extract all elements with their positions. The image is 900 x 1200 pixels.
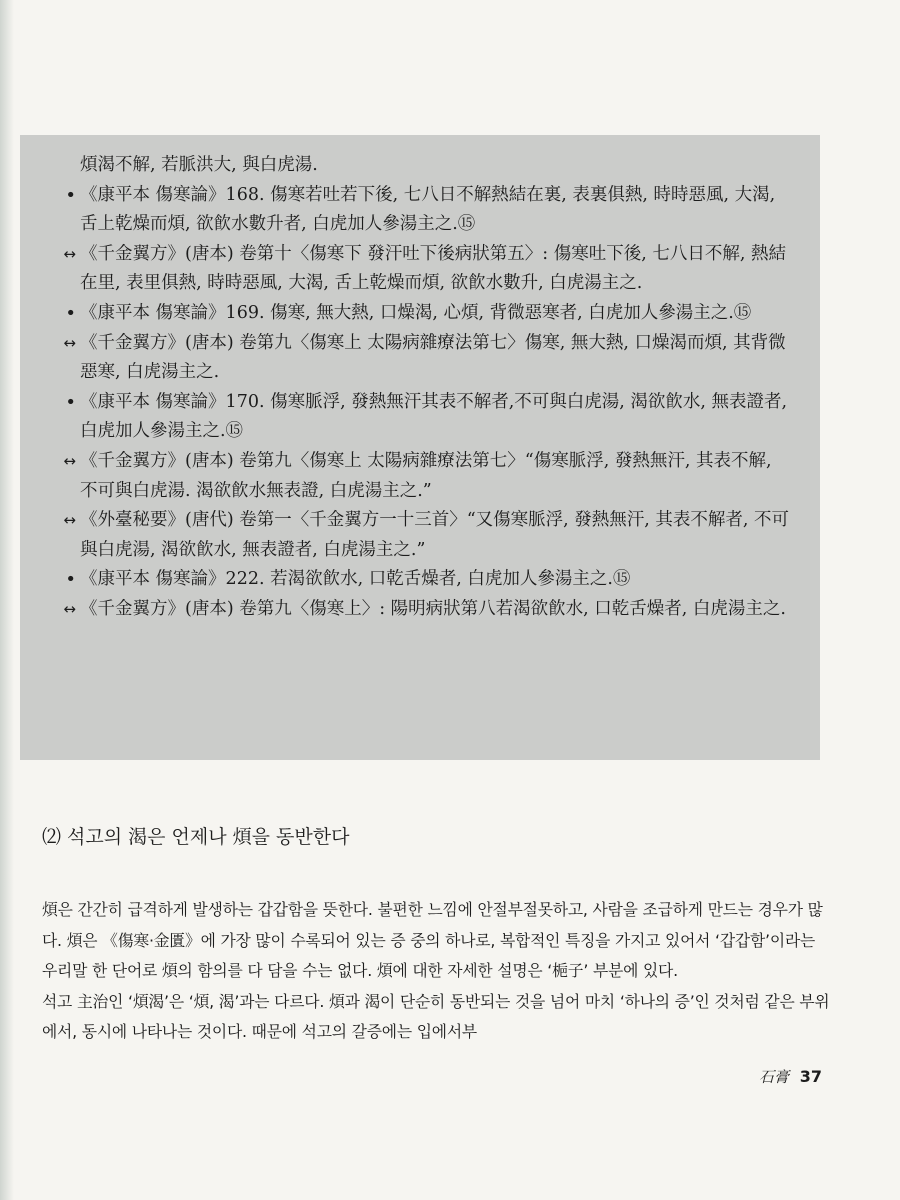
entry-text: 《千金翼方》(唐本) 卷第九〈傷寒上〉: 陽明病狀第八若渴欲飮水, 口乾舌燥者, 白虎湯主之. [80, 598, 786, 619]
body-text [42, 895, 834, 1048]
bullet-marker: • [65, 569, 76, 591]
citation-entry [63, 595, 792, 625]
entry-text: 《康平本 傷寒論》169. 傷寒, 無大熱, 口燥渴, 心煩, 背微惡寒者, 白虎加人參湯主之.⑮ [80, 302, 752, 323]
citation-entry [63, 240, 792, 299]
citation-entry [63, 329, 792, 388]
entry-text: 《千金翼方》(唐本) 卷第十〈傷寒下 發汗吐下後病狀第五〉: 傷寒吐下後, 七八日不解, 熱結在里, 表里俱熱, 時時惡風, 大渴, 舌上乾燥而煩, 欲飮水數升, 白虎湯主之. [80, 243, 786, 294]
bullet-marker: • [65, 184, 76, 206]
entry-text: 《康平本 傷寒論》168. 傷寒若吐若下後, 七八日不解熱結在裏, 表裏俱熱, 時時惡風, 大渴, 舌上乾燥而煩, 欲飮水數升者, 白虎加人參湯主之.⑮ [80, 184, 776, 235]
citation-entry [63, 506, 792, 565]
entry-text: 《千金翼方》(唐本) 卷第九〈傷寒上 太陽病雜療法第七〉“傷寒脈浮, 發熱無汗, 其表不解, 不可與白虎湯. 渴欲飮水無表證, 白虎湯主之.” [80, 450, 772, 501]
bidirectional-arrow-icon: ↔ [63, 244, 76, 263]
citation-entry [65, 181, 792, 240]
bullet-marker: • [65, 391, 76, 413]
page-edge-shadow [0, 0, 14, 1200]
citation-entry [65, 565, 792, 595]
bidirectional-arrow-icon: ↔ [63, 599, 76, 618]
paragraph: 煩은 간간히 급격하게 발생하는 갑갑함을 뜻한다. 불편한 느낌에 안절부절못하고, 사람을 조급하게 만드는 경우가 많다. 煩은 《傷寒·金匱》에 가장 많이 수록되어 있는 증 중의 하나로, 복합적인 특징을 가지고 있어서 ‘갑갑함’이라는 우리말 한 단어로 煩의 함의를 다 담을 수는 없다. 煩에 대한 자세한 설명은 ‘梔子’ 부분에 있다. [42, 900, 823, 980]
bidirectional-arrow-icon: ↔ [63, 333, 76, 352]
page-number: 37 [799, 1067, 822, 1086]
citation-entry [65, 299, 792, 329]
citation-entry [80, 151, 792, 181]
entry-text: 煩渴不解, 若脈洪大, 與白虎湯. [80, 155, 318, 175]
page-footer [759, 1066, 822, 1087]
entry-text: 《康平本 傷寒論》170. 傷寒脈浮, 發熱無汗其表不解者,不可與白虎湯, 渴欲飮水, 無表證者, 白虎加人參湯主之.⑮ [80, 391, 788, 442]
chapter-name: 石膏 [758, 1068, 789, 1086]
citation-entry [65, 388, 792, 447]
entry-text: 《康平本 傷寒論》222. 若渴欲飮水, 口乾舌燥者, 白虎加人參湯主之.⑮ [80, 569, 631, 590]
classical-citation-box [20, 135, 820, 760]
section-heading: ⑵ 석고의 渴은 언제나 煩을 동반한다 [42, 826, 350, 848]
bullet-marker: • [65, 302, 76, 324]
paragraph: 석고 主治인 ‘煩渴’은 ‘煩, 渴’과는 다르다. 煩과 渴이 단순히 동반되는 것을 넘어 마치 ‘하나의 증’인 것처럼 같은 부위에서, 동시에 나타나는 것이다. 때문에 석고의 갈증에는 입에서부 [42, 991, 830, 1041]
citation-entry [63, 447, 792, 506]
bidirectional-arrow-icon: ↔ [63, 451, 76, 470]
bidirectional-arrow-icon: ↔ [63, 511, 76, 530]
entry-text: 《千金翼方》(唐本) 卷第九〈傷寒上 太陽病雜療法第七〉傷寒, 無大熱, 口燥渴而煩, 其背微惡寒, 白虎湯主之. [80, 332, 786, 383]
entry-text: 《外臺秘要》(唐代) 卷第一〈千金翼方一十三首〉“又傷寒脈浮, 發熱無汗, 其表不解者, 不可與白虎湯, 渴欲飮水, 無表證者, 白虎湯主之.” [80, 510, 790, 560]
